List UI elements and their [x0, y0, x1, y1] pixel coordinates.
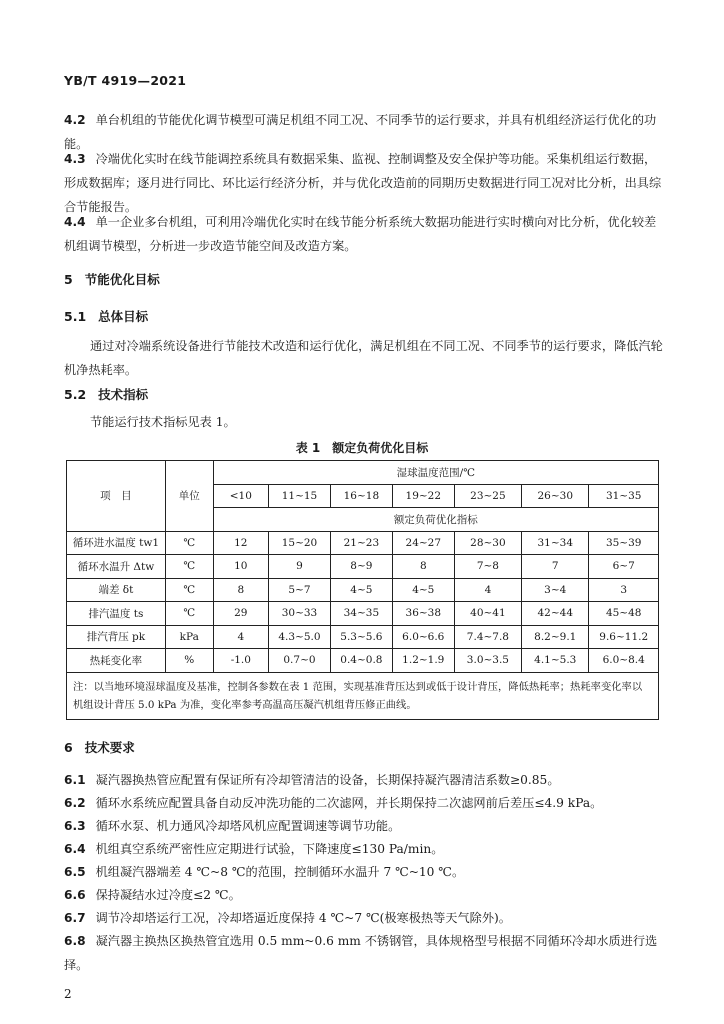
row-value: 28~30 [454, 531, 521, 555]
clause-number: 6.3 [64, 819, 86, 833]
row-value: 31~34 [522, 531, 589, 555]
clause-6-8 [64, 929, 664, 977]
row-value: 36~38 [392, 602, 454, 626]
row-value: 35~39 [589, 531, 659, 555]
row-value: 8 [392, 555, 454, 579]
clause-text: 保持凝结水过冷度≤2 ℃。 [95, 888, 241, 902]
section-6-heading [64, 738, 135, 756]
row-value: 40~41 [454, 602, 521, 626]
col-item-header: 项 目 [67, 461, 166, 532]
row-value: 0.4~0.8 [330, 649, 392, 673]
section-title: 节能优化目标 [84, 272, 160, 287]
row-value: 10 [213, 555, 268, 579]
range-cell: 11~15 [269, 484, 331, 508]
table-row [67, 555, 659, 579]
clause-6-7 [64, 906, 664, 930]
clause-number: 4.2 [64, 113, 86, 127]
table-note: 注：以当地环境湿球温度及基准，控制各参数在表 1 范围，实现基准背压达到或低于设计背压，降低热耗率；热耗率变化率以机组设计背压 5.0 kPa 为准，变化率参考高温高压凝汽机组背压修正曲线。 [67, 672, 659, 719]
clause-text: 凝汽器换热管应配置有保证所有冷却管清洁的设备，长期保持凝汽器清洁系数≥0.85。 [95, 773, 560, 787]
range-cell: 31~35 [589, 484, 659, 508]
row-value: 7.4~7.8 [454, 625, 521, 649]
section-number: 5 [64, 272, 73, 287]
row-value: 3 [589, 578, 659, 602]
clause-6-5 [64, 860, 664, 884]
row-value: 12 [213, 531, 268, 555]
clause-6-2 [64, 791, 664, 815]
clause-4-4 [64, 210, 664, 258]
table-header-row [67, 461, 659, 485]
clause-text: 单台机组的节能优化调节模型可满足机组不同工况、不同季节的运行要求，并具有机组经济运行优化的功能。 [64, 113, 657, 151]
subsection-5-2-heading [64, 385, 148, 403]
range-cell: 26~30 [522, 484, 589, 508]
clause-number: 6.2 [64, 796, 86, 810]
row-value: 6~7 [589, 555, 659, 579]
row-value: 30~33 [269, 602, 331, 626]
row-value: 4.1~5.3 [522, 649, 589, 673]
row-value: 4~5 [330, 578, 392, 602]
clause-text: 调节冷却塔运行工况，冷却塔逼近度保持 4 ℃~7 ℃(极寒极热等天气除外)。 [95, 911, 511, 925]
subsection-number: 5.2 [64, 387, 87, 402]
row-value: 9 [269, 555, 331, 579]
subsection-title: 技术指标 [98, 387, 149, 402]
row-value: 7~8 [454, 555, 521, 579]
row-unit: ℃ [165, 602, 213, 626]
row-value: 7 [522, 555, 589, 579]
clause-6-4 [64, 837, 664, 861]
table-note-row [67, 672, 659, 719]
clause-number: 4.3 [64, 152, 86, 166]
range-cell: 23~25 [454, 484, 521, 508]
row-value: 8 [213, 578, 268, 602]
paragraph-5-1: 通过对冷端系统设备进行节能技术改造和运行优化，满足机组在不同工况、不同季节的运行要求，降低汽轮机净热耗率。 [64, 339, 663, 377]
row-value: 3~4 [522, 578, 589, 602]
paragraph-5-2: 节能运行技术指标见表 1。 [90, 415, 236, 429]
clause-6-1 [64, 768, 664, 792]
col-unit-header: 单位 [165, 461, 213, 532]
row-value: 0.7~0 [269, 649, 331, 673]
section-title: 技术要求 [84, 740, 135, 755]
row-value: 6.0~8.4 [589, 649, 659, 673]
clause-text: 机组真空系统严密性应定期进行试验，下降速度≤130 Pa/min。 [95, 842, 444, 856]
standard-code-header: YB/T 4919—2021 [64, 73, 187, 88]
row-item: 热耗变化率 [67, 649, 166, 673]
row-unit: % [165, 649, 213, 673]
clause-6-3 [64, 814, 664, 838]
row-unit: ℃ [165, 531, 213, 555]
wet-bulb-group-header: 湿球温度范围/℃ [213, 461, 658, 485]
subsection-5-1-heading [64, 307, 148, 325]
row-value: 4 [213, 625, 268, 649]
row-value: 45~48 [589, 602, 659, 626]
row-value: 24~27 [392, 531, 454, 555]
range-cell: 16~18 [330, 484, 392, 508]
clause-text: 机组凝汽器端差 4 ℃~8 ℃的范围，控制循环水温升 7 ℃~10 ℃。 [95, 865, 465, 879]
range-cell: <10 [213, 484, 268, 508]
page-number: 2 [64, 987, 72, 1001]
table-row [67, 531, 659, 555]
table-row [67, 578, 659, 602]
clause-text: 冷端优化实时在线节能调控系统具有数据采集、监视、控制调整及安全保护等功能。采集机组运行数据，形成数据库；逐月进行同比、环比运行经济分析，并与优化改造前的同期历史数据进行同工况对比分析，出具综合节能报告。 [64, 152, 662, 214]
clause-text: 循环水泵、机力通风冷却塔风机应配置调速等调节功能。 [95, 819, 401, 833]
clause-number: 6.8 [64, 934, 86, 948]
clause-4-3 [64, 147, 664, 219]
row-value: 15~20 [269, 531, 331, 555]
row-value: -1.0 [213, 649, 268, 673]
row-value: 4 [454, 578, 521, 602]
row-item: 排汽温度 ts [67, 602, 166, 626]
row-item: 循环水温升 Δtw [67, 555, 166, 579]
table-caption: 表 1 额定负荷优化目标 [295, 441, 429, 455]
row-item: 循环进水温度 tw1 [67, 531, 166, 555]
clause-number: 4.4 [64, 215, 86, 229]
subsection-number: 5.1 [64, 309, 87, 324]
clause-text: 凝汽器主换热区换热管宜选用 0.5 mm~0.6 mm 不锈钢管，具体规格型号根据不同循环冷却水质进行选择。 [64, 934, 658, 972]
row-value: 3.0~3.5 [454, 649, 521, 673]
row-value: 8~9 [330, 555, 392, 579]
row-item: 排汽背压 pk [67, 625, 166, 649]
section-number: 6 [64, 740, 73, 755]
clause-6-6 [64, 883, 664, 907]
row-value: 4.3~5.0 [269, 625, 331, 649]
rated-load-sub-header: 额定负荷优化指标 [213, 508, 658, 532]
row-value: 34~35 [330, 602, 392, 626]
row-unit: ℃ [165, 578, 213, 602]
row-value: 4~5 [392, 578, 454, 602]
row-value: 8.2~9.1 [522, 625, 589, 649]
row-unit: kPa [165, 625, 213, 649]
target-table [66, 460, 659, 720]
section-5-heading [64, 270, 160, 288]
row-value: 9.6~11.2 [589, 625, 659, 649]
clause-number: 6.4 [64, 842, 86, 856]
table-row [67, 625, 659, 649]
clause-number: 6.5 [64, 865, 86, 879]
row-value: 5.3~5.6 [330, 625, 392, 649]
row-unit: ℃ [165, 555, 213, 579]
clause-text: 单一企业多台机组，可利用冷端优化实时在线节能分析系统大数据功能进行实时横向对比分析，优化较差机组调节模型，分析进一步改造节能空间及改造方案。 [64, 215, 657, 253]
range-cell: 19~22 [392, 484, 454, 508]
clause-number: 6.1 [64, 773, 86, 787]
row-value: 5~7 [269, 578, 331, 602]
row-value: 6.0~6.6 [392, 625, 454, 649]
row-value: 42~44 [522, 602, 589, 626]
subsection-title: 总体目标 [98, 309, 149, 324]
row-value: 29 [213, 602, 268, 626]
table-row [67, 602, 659, 626]
row-item: 端差 δt [67, 578, 166, 602]
clause-number: 6.7 [64, 911, 86, 925]
row-value: 21~23 [330, 531, 392, 555]
row-value: 1.2~1.9 [392, 649, 454, 673]
clause-text: 循环水系统应配置具备自动反冲洗功能的二次滤网，并长期保持二次滤网前后差压≤4.9 kPa。 [95, 796, 603, 810]
clause-number: 6.6 [64, 888, 86, 902]
table-row [67, 649, 659, 673]
